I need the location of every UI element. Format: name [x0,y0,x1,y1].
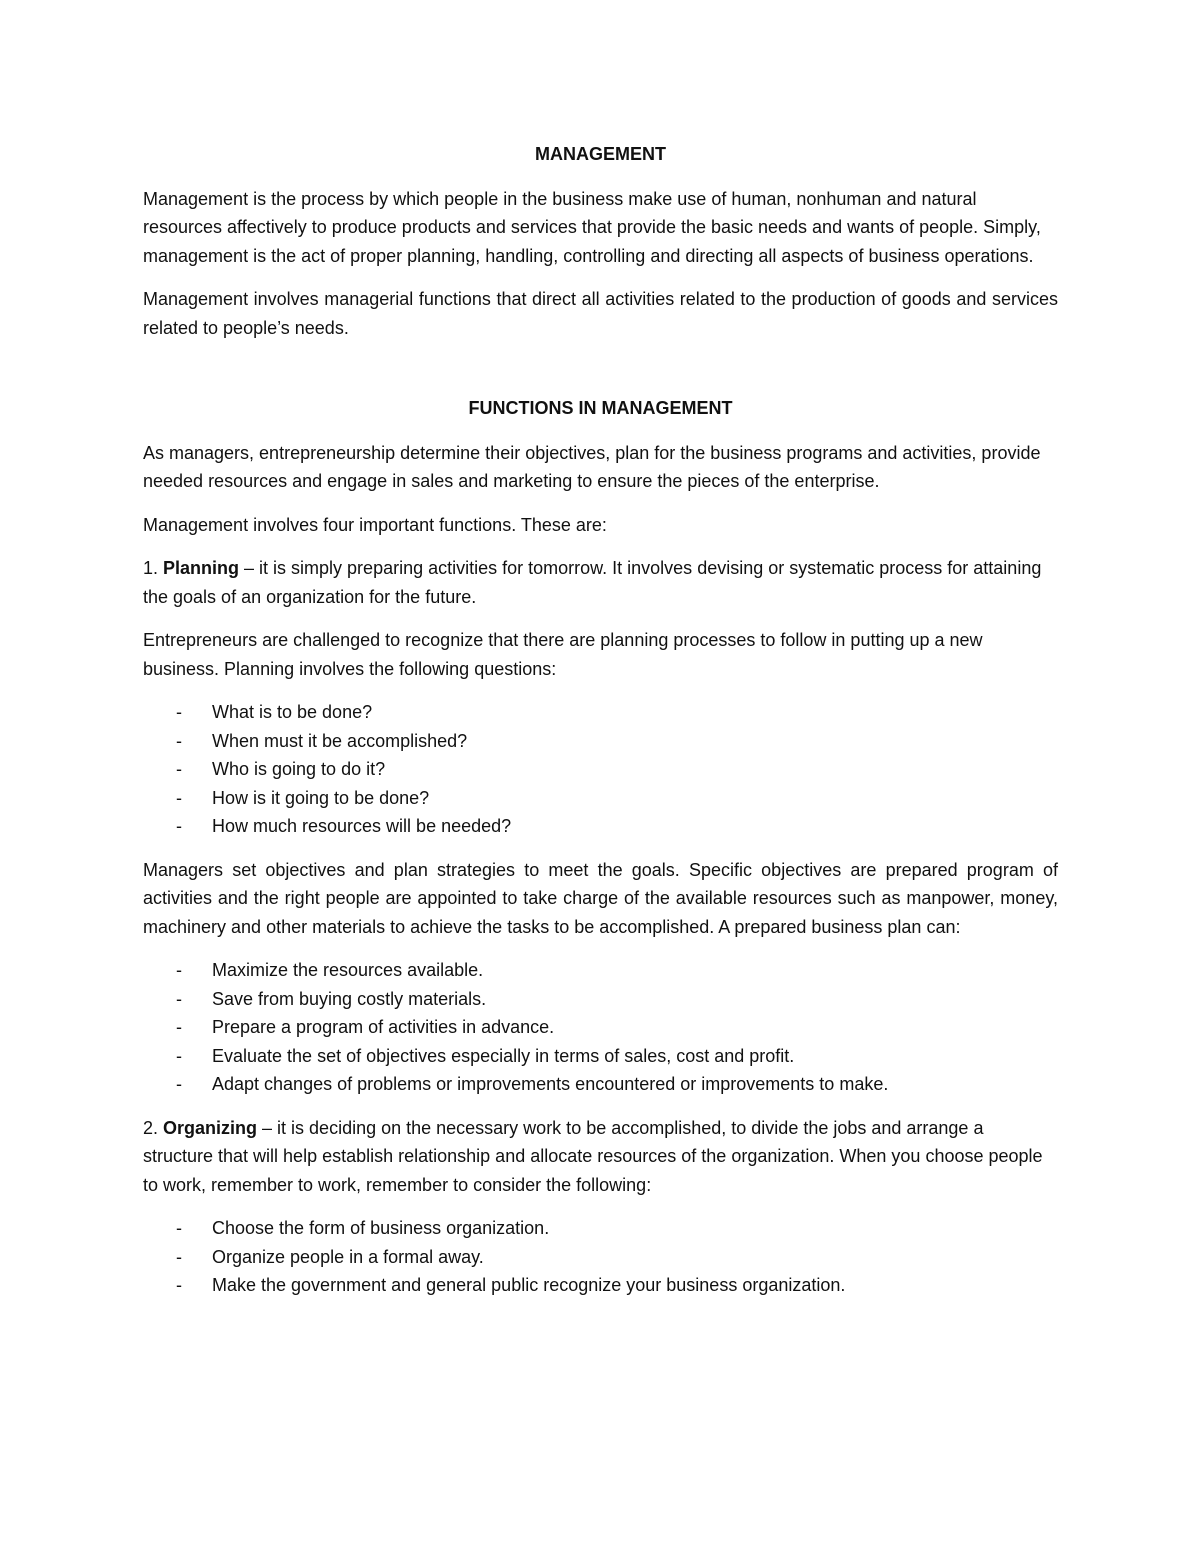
intro-paragraph-2: Management involves managerial functions that direct all activities related to the production of goods and services related to people’s needs. [143,289,1058,338]
organizing-paragraph [143,1114,1058,1200]
list-item: - Adapt changes of problems or improvements encountered or improvements to make. [143,1070,1058,1099]
planning-paragraph-3: Managers set objectives and plan strategies to meet the goals. Specific objectives are prepared program of activities and the right people are appointed to take charge of the available resources such as manpower, money, machinery and other materials to achieve the tasks to be accomplished. A prepared business plan can: [143,859,1058,937]
planning-paragraph [143,554,1058,611]
list-item: - When must it be accomplished? [143,727,1058,756]
list-item: - Make the government and general public recognize your business organization. [143,1271,1058,1300]
list-item: - How much resources will be needed? [143,812,1058,841]
planning-paragraph-2: Entrepreneurs are challenged to recognize that there are planning processes to follow in putting up a new business. Planning involves the following questions: [143,630,983,679]
functions-paragraph-2: Management involves four important functions. These are: [143,514,607,535]
dash-bullet: - [176,1017,182,1037]
functions-paragraph-1: As managers, entrepreneurship determine their objectives, plan for the business programs and activities, provide needed resources and engage in sales and marketing to ensure the pieces of the enterprise. [143,442,1041,491]
list-item: - Save from buying costly materials. [143,985,1058,1014]
dash-bullet: - [176,988,182,1009]
planning-text: – it is simply preparing activities for tomorrow. It involves devising or systematic process for attaining the goals of an organization for the future. [143,558,1042,607]
organizing-term: Organizing [163,1117,258,1138]
intro-paragraph-1: Management is the process by which people in the business make use of human, nonhuman and natural resources affectively to produce products and services that provide the basic needs and wants of people. Simply, management is the act of proper planning, handling, controlling and directing all aspects of business operations. [143,188,1041,266]
planning-benefits-list [143,956,1058,1099]
dash-bullet: - [176,787,182,808]
dash-bullet: - [176,730,182,751]
planning-number: 1. [143,558,159,578]
list-item: - What is to be done? [143,698,1058,727]
planning-questions-list [143,698,1058,841]
list-item: - How is it going to be done? [143,784,1058,813]
list-item: - Maximize the resources available. [143,956,1058,985]
list-item: - Prepare a program of activities in advance. [143,1013,1058,1042]
list-item: - Evaluate the set of objectives especially in terms of sales, cost and profit. [143,1042,1058,1071]
dash-bullet: - [176,1275,182,1295]
dash-bullet: - [176,1218,182,1238]
dash-bullet: - [176,702,182,722]
dash-bullet: - [176,759,182,779]
dash-bullet: - [176,816,182,836]
planning-term: Planning [163,558,240,578]
organizing-text: – it is deciding on the necessary work to be accomplished, to divide the jobs and arrange a structure that will help establish relationship and allocate resources of the organization. When you choose people to work, remember to work, remember to consider the following: [143,1117,1043,1195]
dash-bullet: - [176,960,182,980]
list-item: - Organize people in a formal away. [143,1243,1058,1272]
page-title: MANAGEMENT [535,144,666,164]
organizing-considerations-list [143,1214,1058,1300]
functions-heading: FUNCTIONS IN MANAGEMENT [468,398,733,418]
list-item: - Choose the form of business organization. [143,1214,1058,1243]
organizing-number: 2. [143,1117,159,1138]
list-item: - Who is going to do it? [143,755,1058,784]
dash-bullet: - [176,1074,182,1094]
dash-bullet: - [176,1246,182,1267]
dash-bullet: - [176,1045,182,1066]
